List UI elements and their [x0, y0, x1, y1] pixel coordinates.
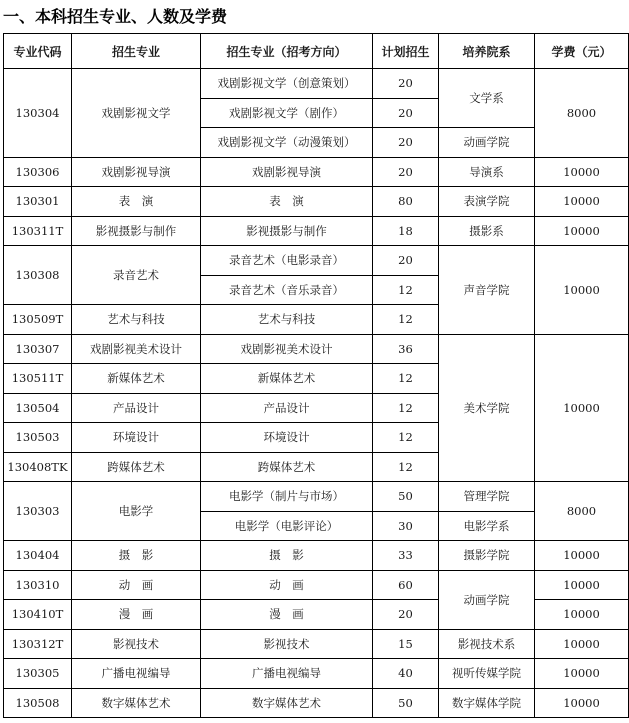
- cell-code: 130311T: [4, 216, 72, 246]
- cell-direction: 录音艺术（电影录音）: [201, 246, 373, 276]
- cell-dept: 动画学院: [439, 570, 535, 629]
- cell-fee: 10000: [535, 688, 629, 718]
- cell-major: 影视摄影与制作: [72, 216, 201, 246]
- cell-direction: 电影学（制片与市场）: [201, 482, 373, 512]
- cell-dept: 动画学院: [439, 128, 535, 158]
- cell-plan: 12: [373, 364, 439, 394]
- cell-code: 130504: [4, 393, 72, 423]
- cell-plan: 20: [373, 69, 439, 99]
- cell-major: 影视技术: [72, 629, 201, 659]
- cell-code: 130511T: [4, 364, 72, 394]
- cell-plan: 40: [373, 659, 439, 689]
- cell-major: 戏剧影视文学: [72, 69, 201, 158]
- cell-plan: 20: [373, 157, 439, 187]
- cell-plan: 12: [373, 423, 439, 453]
- cell-major: 电影学: [72, 482, 201, 541]
- cell-direction: 产品设计: [201, 393, 373, 423]
- table-row: [4, 246, 629, 276]
- cell-direction: 数字媒体艺术: [201, 688, 373, 718]
- cell-plan: 80: [373, 187, 439, 217]
- table-row: [4, 216, 629, 246]
- table-row: [4, 600, 629, 630]
- cell-code: 130306: [4, 157, 72, 187]
- header-direction: 招生专业（招考方向）: [201, 34, 373, 69]
- cell-major: 产品设计: [72, 393, 201, 423]
- cell-plan: 12: [373, 393, 439, 423]
- cell-code: 130304: [4, 69, 72, 158]
- cell-plan: 12: [373, 452, 439, 482]
- cell-direction: 戏剧影视文学（创意策划）: [201, 69, 373, 99]
- cell-fee: 10000: [535, 659, 629, 689]
- cell-fee: 8000: [535, 482, 629, 541]
- table-row: [4, 570, 629, 600]
- page-title: 一、本科招生专业、人数及学费: [3, 7, 228, 26]
- cell-code: 130305: [4, 659, 72, 689]
- cell-fee: 10000: [535, 600, 629, 630]
- cell-code: 130410T: [4, 600, 72, 630]
- cell-direction: 录音艺术（音乐录音）: [201, 275, 373, 305]
- cell-plan: 50: [373, 688, 439, 718]
- cell-plan: 18: [373, 216, 439, 246]
- cell-direction: 戏剧影视文学（动漫策划）: [201, 128, 373, 158]
- cell-dept: 摄影系: [439, 216, 535, 246]
- cell-fee: 10000: [535, 629, 629, 659]
- cell-dept: 摄影学院: [439, 541, 535, 571]
- cell-direction: 戏剧影视导演: [201, 157, 373, 187]
- cell-code: 130301: [4, 187, 72, 217]
- cell-major: 漫 画: [72, 600, 201, 630]
- cell-direction: 表 演: [201, 187, 373, 217]
- cell-dept: 数字媒体学院: [439, 688, 535, 718]
- cell-code: 130508: [4, 688, 72, 718]
- header-row: [4, 34, 629, 69]
- table-row: [4, 482, 629, 512]
- cell-dept: 导演系: [439, 157, 535, 187]
- cell-dept: 视听传媒学院: [439, 659, 535, 689]
- cell-code: 130404: [4, 541, 72, 571]
- cell-code: 130310: [4, 570, 72, 600]
- admissions-table: [3, 33, 629, 718]
- cell-direction: 跨媒体艺术: [201, 452, 373, 482]
- cell-direction: 广播电视编导: [201, 659, 373, 689]
- table-row: [4, 659, 629, 689]
- cell-major: 艺术与科技: [72, 305, 201, 335]
- cell-plan: 50: [373, 482, 439, 512]
- cell-plan: 20: [373, 246, 439, 276]
- cell-dept: 管理学院: [439, 482, 535, 512]
- cell-fee: 10000: [535, 157, 629, 187]
- cell-code: 130408TK: [4, 452, 72, 482]
- cell-plan: 12: [373, 275, 439, 305]
- cell-fee: 10000: [535, 334, 629, 482]
- cell-major: 新媒体艺术: [72, 364, 201, 394]
- cell-fee: 10000: [535, 187, 629, 217]
- cell-dept: 影视技术系: [439, 629, 535, 659]
- cell-fee: 10000: [535, 246, 629, 335]
- cell-direction: 影视摄影与制作: [201, 216, 373, 246]
- cell-major: 摄 影: [72, 541, 201, 571]
- cell-fee: 10000: [535, 570, 629, 600]
- cell-major: 跨媒体艺术: [72, 452, 201, 482]
- table-row: [4, 629, 629, 659]
- cell-direction: 漫 画: [201, 600, 373, 630]
- table-row: [4, 157, 629, 187]
- cell-plan: 60: [373, 570, 439, 600]
- cell-plan: 20: [373, 98, 439, 128]
- cell-major: 表 演: [72, 187, 201, 217]
- cell-dept: 美术学院: [439, 334, 535, 482]
- cell-dept: 文学系: [439, 69, 535, 128]
- cell-fee: 10000: [535, 216, 629, 246]
- cell-dept: 表演学院: [439, 187, 535, 217]
- cell-major: 戏剧影视导演: [72, 157, 201, 187]
- cell-plan: 33: [373, 541, 439, 571]
- header-fee: 学费（元）: [535, 34, 629, 69]
- cell-code: 130303: [4, 482, 72, 541]
- cell-dept: 电影学系: [439, 511, 535, 541]
- cell-code: 130503: [4, 423, 72, 453]
- cell-plan: 12: [373, 305, 439, 335]
- cell-dept: 声音学院: [439, 246, 535, 335]
- cell-plan: 20: [373, 600, 439, 630]
- cell-major: 动 画: [72, 570, 201, 600]
- cell-code: 130308: [4, 246, 72, 305]
- cell-major: 戏剧影视美术设计: [72, 334, 201, 364]
- cell-direction: 电影学（电影评论）: [201, 511, 373, 541]
- cell-code: 130509T: [4, 305, 72, 335]
- cell-plan: 36: [373, 334, 439, 364]
- cell-direction: 艺术与科技: [201, 305, 373, 335]
- header-dept: 培养院系: [439, 34, 535, 69]
- header-plan: 计划招生: [373, 34, 439, 69]
- cell-direction: 摄 影: [201, 541, 373, 571]
- table-row: [4, 688, 629, 718]
- cell-direction: 戏剧影视美术设计: [201, 334, 373, 364]
- cell-plan: 20: [373, 128, 439, 158]
- cell-direction: 影视技术: [201, 629, 373, 659]
- cell-fee: 8000: [535, 69, 629, 158]
- cell-direction: 环境设计: [201, 423, 373, 453]
- table-row: [4, 187, 629, 217]
- cell-plan: 15: [373, 629, 439, 659]
- table-row: [4, 541, 629, 571]
- cell-major: 环境设计: [72, 423, 201, 453]
- cell-fee: 10000: [535, 541, 629, 571]
- header-code: 专业代码: [4, 34, 72, 69]
- cell-direction: 新媒体艺术: [201, 364, 373, 394]
- cell-major: 录音艺术: [72, 246, 201, 305]
- cell-plan: 30: [373, 511, 439, 541]
- table-row: [4, 334, 629, 364]
- cell-direction: 动 画: [201, 570, 373, 600]
- table-row: [4, 69, 629, 99]
- cell-major: 广播电视编导: [72, 659, 201, 689]
- cell-direction: 戏剧影视文学（剧作）: [201, 98, 373, 128]
- cell-major: 数字媒体艺术: [72, 688, 201, 718]
- header-major: 招生专业: [72, 34, 201, 69]
- cell-code: 130307: [4, 334, 72, 364]
- cell-code: 130312T: [4, 629, 72, 659]
